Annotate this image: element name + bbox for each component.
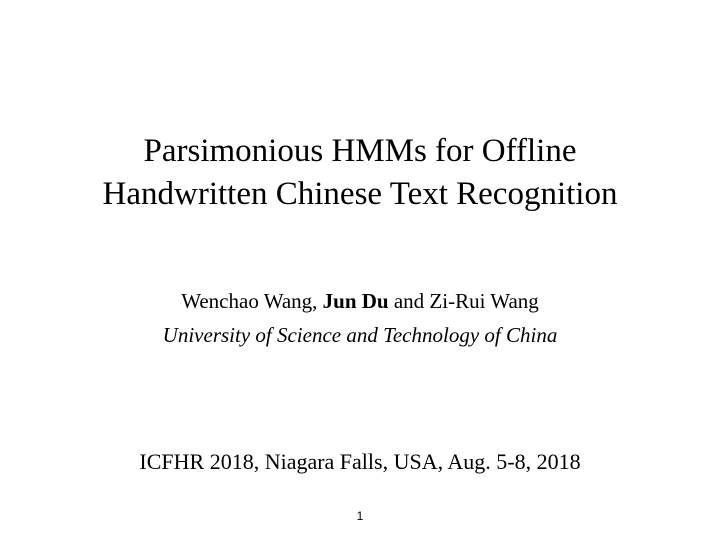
author-zi-rui-wang: Zi-Rui Wang: [429, 289, 539, 313]
slide-title: [0, 130, 720, 216]
author-connector: and: [388, 289, 430, 313]
title-line-1: Parsimonious HMMs for Offline: [143, 133, 577, 169]
title-line-2: Handwritten Chinese Text Recognition: [102, 176, 618, 212]
page-number: 1: [356, 509, 364, 523]
author-block: [0, 284, 720, 352]
author-wenchao-wang: Wenchao Wang,: [181, 289, 323, 313]
venue-line: ICFHR 2018, Niagara Falls, USA, Aug. 5-8, 2018: [139, 449, 581, 474]
affiliation: University of Science and Technology of China: [162, 323, 558, 347]
author-list: [0, 284, 720, 318]
author-jun-du: Jun Du: [322, 289, 389, 313]
